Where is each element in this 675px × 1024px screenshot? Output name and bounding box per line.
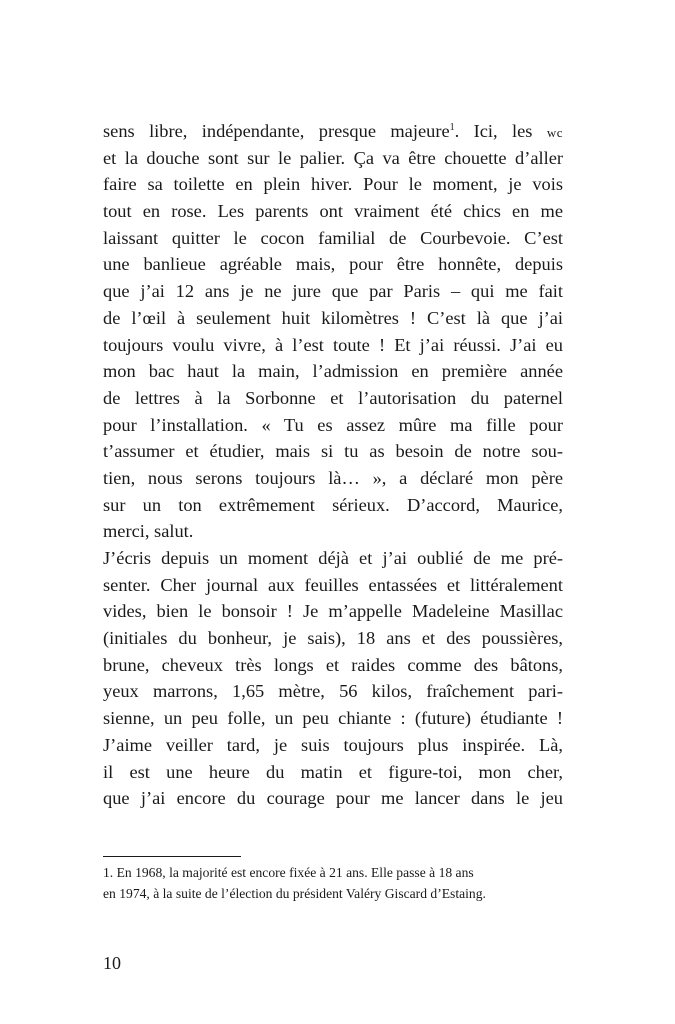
body-line: sienne, un peu folle, un peu chiante : (future) étudiante !: [103, 708, 563, 729]
body-line: il est une heure du matin et figure-toi, mon cher,: [103, 761, 563, 782]
body-line: que j’ai encore du courage pour me lancer dans le jeu: [103, 788, 563, 809]
body-line: laissant quitter le cocon familial de Courbevoie. C’est: [103, 227, 563, 248]
body-line: de l’œil à seulement huit kilomètres ! C’est là que j’ai: [103, 307, 563, 328]
body-line: une banlieue agréable mais, pour être honnête, depuis: [103, 254, 563, 275]
body-line: senter. Cher journal aux feuilles entassées et littéralement: [103, 574, 563, 595]
body-line-text: sens libre, indépendante, presque majeure: [103, 121, 450, 141]
body-line: t’assumer et étudier, mais si tu as besoin de notre sou-: [103, 441, 563, 462]
footnote-line: en 1974, à la suite de l’élection du président Valéry Giscard d’Estaing.: [103, 886, 486, 901]
body-line: toujours voulu vivre, à l’est toute ! Et j’ai réussi. J’ai eu: [103, 334, 563, 355]
footnote-reference: 1: [449, 122, 455, 133]
body-line-text: . Ici, les: [454, 121, 547, 141]
body-line: sur un ton extrêmement sérieux. D’accord, Maurice,: [103, 494, 563, 515]
footnote-line: 1. En 1968, la majorité est encore fixée à 21 ans. Elle passe à 18 ans: [103, 865, 474, 880]
body-line: et la douche sont sur le palier. Ça va être chouette d’aller: [103, 147, 563, 168]
body-line: tien, nous serons toujours là… », a déclaré mon père: [103, 467, 563, 488]
body-line: que j’ai 12 ans je ne jure que par Paris – qui me fait: [103, 281, 563, 302]
body-line: vides, bien le bonsoir ! Je m’appelle Madeleine Masillac: [103, 601, 563, 622]
body-text: [103, 118, 563, 812]
body-line: brune, cheveux très longs et raides comme des bâtons,: [103, 654, 563, 675]
footnotes: [103, 862, 563, 904]
body-line: faire sa toilette en plein hiver. Pour le moment, je vois: [103, 174, 563, 195]
body-line: J’aime veiller tard, je suis toujours plus inspirée. Là,: [103, 734, 563, 755]
footnote-divider: [103, 856, 241, 857]
body-line: [103, 118, 563, 145]
body-line: (initiales du bonheur, je sais), 18 ans et des poussières,: [103, 628, 563, 649]
small-caps-text: wc: [546, 125, 563, 140]
body-line: J’écris depuis un moment déjà et j’ai oublié de me pré-: [103, 548, 563, 568]
body-line: tout en rose. Les parents ont vraiment été chics en me: [103, 201, 563, 222]
body-line: de lettres à la Sorbonne et l’autorisation du paternel: [103, 387, 563, 408]
body-line: mon bac haut la main, l’admission en première année: [103, 361, 563, 382]
body-line: yeux marrons, 1,65 mètre, 56 kilos, fraîchement pari-: [103, 681, 563, 702]
body-line: merci, salut.: [103, 521, 194, 542]
body-line: pour l’installation. « Tu es assez mûre ma fille pour: [103, 414, 563, 435]
page-number: 10: [103, 953, 121, 973]
